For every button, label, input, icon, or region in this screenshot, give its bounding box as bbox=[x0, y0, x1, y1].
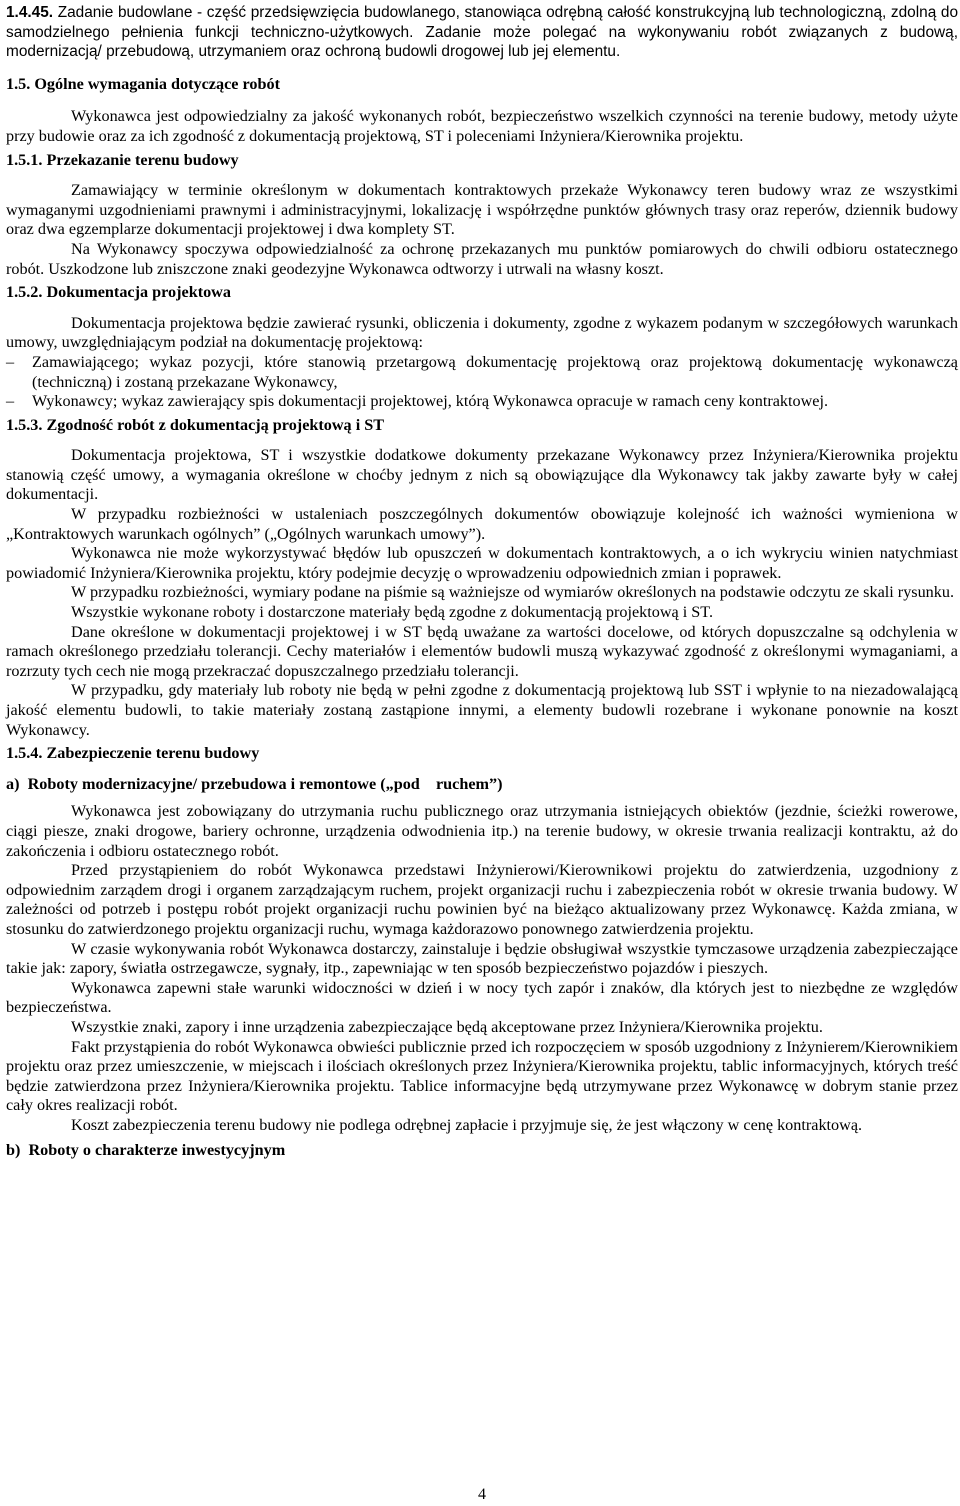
section-1-5-heading: 1.5. Ogólne wymagania dotyczące robót bbox=[6, 74, 280, 93]
section-title: Przekazanie terenu budowy bbox=[42, 150, 239, 169]
section-1-5-paragraph: Wykonawca jest odpowiedzialny za jakość wykonanych robót, bezpieczeństwo wszelkich czynności na terenie budowy, metody użyte przy budowie oraz za ich zgodność z dokumentacją projektową, ST i poleceniami Inżyniera/Kierownika projektu. bbox=[6, 107, 958, 145]
dash-bullet: – bbox=[6, 392, 15, 411]
section-title: Dokumentacja projektowa bbox=[42, 283, 231, 302]
documentation-list bbox=[6, 353, 958, 412]
section-1-5-4-heading bbox=[6, 744, 958, 764]
section-1-5-3-paragraph: Wszystkie wykonane roboty i dostarczone materiały będą zgodne z dokumentacją projektową i ST. bbox=[71, 603, 714, 622]
section-1-5-1-paragraph: Na Wykonawcy spoczywa odpowiedzialność za ochronę przekazanych mu punktów pomiarowych do chwili odbioru ostatecznego robót. Uszkodzone lub zniszczone znaki geodezyjne Wykonawca odtworzy i utrwali na własny koszt. bbox=[6, 239, 958, 278]
intro-paragraph bbox=[6, 3, 958, 62]
list-item bbox=[6, 353, 958, 392]
intro-item-number: 1.4.45. bbox=[6, 4, 54, 21]
section-1-5-1-paragraph: Zamawiający w terminie określonym w dokumentach kontraktowych przekaże Wykonawcy teren budowy wraz ze wszystkimi wymaganymi uzgodnieniami prawnymi i administracyjnymi, lokalizację i współrzędne punktów głównych trasy oraz reperów, dziennik budowy oraz dwa egzemplarze dokumentacji projektowej i dwa komplety ST. bbox=[6, 181, 958, 239]
section-1-5-3-heading bbox=[6, 416, 958, 436]
list-item-text: Zamawiającego; wykaz pozycji, które stanowią przetargową dokumentację projektową oraz projektową dokumentację wykonawczą (techniczną) i zostaną przekazane Wykonawcy, bbox=[32, 352, 958, 391]
section-1-5-3-paragraph: W przypadku, gdy materiały lub roboty nie będą w pełni zgodne z dokumentacją projektową lub SST i wpłynie to na niezadowalającą jakość elementu budowli, to takie materiały zostaną zastąpione innymi, a elementy budowli rozebrane i wykonane ponownie na koszt Wykonawcy. bbox=[6, 681, 958, 739]
subsection-b-heading: b) Roboty o charakterze inwestycyjnym bbox=[6, 1141, 286, 1160]
intro-text: Zadanie budowlane - część przedsięwzięcia budowlanego, stanowiąca odrębną całość konstrukcyjną lub technologiczną, zdolną do samodzielnego pełnienia funkcji techniczno-użytkowych. Zadanie może polegać na wykonywaniu robót związanych z budową, modernizacją/ przebudową, utrzymaniem oraz ochroną budowli drogowej lub jej elementu. bbox=[6, 4, 958, 61]
subsection-a-heading: a) Roboty modernizacyjne/ przebudowa i remontowe („pod ruchem”) bbox=[6, 774, 503, 793]
section-1-5-4-paragraph: Wykonawca zapewni stałe warunki widoczności w dzień i w nocy tych zapór i znaków, dla których jest to niezbędne ze względów bezpieczeństwa. bbox=[6, 978, 958, 1017]
section-1-5-4-paragraph: Wszystkie znaki, zapory i inne urządzenia zabezpieczające będą akceptowane przez Inżyniera/Kierownika projektu. bbox=[71, 1017, 823, 1036]
list-item bbox=[6, 392, 958, 412]
section-1-5-2-heading bbox=[6, 283, 958, 303]
section-title: Zgodność robót z dokumentacją projektową i ST bbox=[42, 415, 385, 434]
section-number: 1.5.1. bbox=[6, 150, 43, 169]
section-number: 1.5.4. bbox=[6, 744, 43, 763]
section-number: 1.5.2. bbox=[6, 283, 43, 302]
section-1-5-2-paragraph: Dokumentacja projektowa będzie zawierać rysunki, obliczenia i dokumenty, zgodne z wykazem podanym w szczegółowych warunkach umowy, uwzględniającym podział na dokumentację projektową: bbox=[6, 313, 958, 352]
section-1-5-1-heading bbox=[6, 151, 958, 171]
list-item-text: Wykonawcy; wykaz zawierający spis dokumentacji projektowej, którą Wykonawca opracuje w ramach ceny kontraktowej. bbox=[32, 392, 829, 411]
section-1-5-4-paragraph: Koszt zabezpieczenia terenu budowy nie podlega odrębnej zapłacie i przyjmuje się, że jest włączony w cenę kontraktową. bbox=[71, 1115, 863, 1134]
section-1-5-3-paragraph: Dane określone w dokumentacji projektowej i w ST będą uważane za wartości docelowe, od których dopuszczalne są odchylenia w ramach określonego przedziału tolerancji. Cechy materiałów i elementów budowli muszą wykazywać zgodność z określonymi wymaganiami, a rozrzuty tych cech nie mogą przekraczać dopuszczalnego przedziału tolerancji. bbox=[6, 622, 958, 680]
section-1-5-4-paragraph: W czasie wykonywania robót Wykonawca dostarczy, zainstaluje i będzie obsługiwał wszystkie tymczasowe urządzenia zabezpieczające takie jak: zapory, światła ostrzegawcze, sygnały, itp., zapewniając w ten sposób bezpieczeństwo pojazdów i pieszych. bbox=[6, 939, 958, 978]
document-page bbox=[6, 0, 958, 1506]
section-1-5-4-paragraph: Przed przystąpieniem do robót Wykonawca przedstawi Inżynierowi/Kierownikowi projektu do zatwierdzenia, uzgodniony z odpowiednim zarządem drogi i organem zarządzającym ruchem, projekt organizacji ruchu i zabezpieczenia robót w okresie trwania budowy. W zależności od potrzeb i postępu robót projekt organizacji ruchu powinien być na bieżąco aktualizowany przez Wykonawcę. Każda zmiana, w stosunku do zatwierdzonego projektu organizacji ruchu, wymaga każdorazowo ponownego zatwierdzenia projektu. bbox=[6, 861, 958, 938]
section-1-5-3-paragraph: W przypadku rozbieżności w ustaleniach poszczególnych dokumentów obowiązuje kolejność ich ważności wymieniona w „Kontraktowych warunkach ogólnych” („Ogólnych warunkach umowy”). bbox=[6, 505, 958, 543]
section-title: Zabezpieczenie terenu budowy bbox=[42, 744, 260, 763]
dash-bullet: – bbox=[6, 352, 15, 371]
section-1-5-3-paragraph: Dokumentacja projektowa, ST i wszystkie dodatkowe dokumenty przekazane Wykonawcy przez Inżyniera/Kierownika projektu stanowią część umowy, a wymagania określone w choćby jednym z nich są obowiązujące dla Wykonawcy tak jakby zawarte były w całej dokumentacji. bbox=[6, 446, 958, 504]
section-number: 1.5.3. bbox=[6, 415, 43, 434]
section-1-5-4-paragraph: Fakt przystąpienia do robót Wykonawca obwieści publicznie przed ich rozpoczęciem w sposób uzgodniony z Inżynierem/Kierownikiem projektu oraz przez umieszczenie, w miejscach i ilościach określonych przez Inżyniera/Kierownika projektu, tablic informacyjnych, których treść będzie zatwierdzona przez Inżyniera/Kierownika projektu. Tablice informacyjne będą utrzymywane przez Wykonawcę w dobrym stanie przez cały okres realizacji robót. bbox=[6, 1037, 958, 1115]
page-number: 4 bbox=[478, 1486, 486, 1503]
section-1-5-3-paragraph: W przypadku rozbieżności, wymiary podane na piśmie są ważniejsze od wymiarów określonych na podstawie odczytu ze skali rysunku. bbox=[71, 583, 955, 602]
section-1-5-4-paragraph: Wykonawca jest zobowiązany do utrzymania ruchu publicznego oraz utrzymania istniejących obiektów (jezdnie, ścieżki rowerowe, ciągi piesze, znaki drogowe, bariery ochronne, urządzenia odwodnienia itp.) na terenie budowy, w okresie trwania realizacji kontraktu, aż do zakończenia i odbioru ostatecznego robót. bbox=[6, 802, 958, 860]
section-1-5-3-paragraph: Wykonawca nie może wykorzystywać błędów lub opuszczeń w dokumentach kontraktowych, a o ich wykryciu winien natychmiast powiadomić Inżyniera/Kierownika projektu, który podejmie decyzję o wprowadzeniu odpowiednich zmian i poprawek. bbox=[6, 544, 958, 582]
